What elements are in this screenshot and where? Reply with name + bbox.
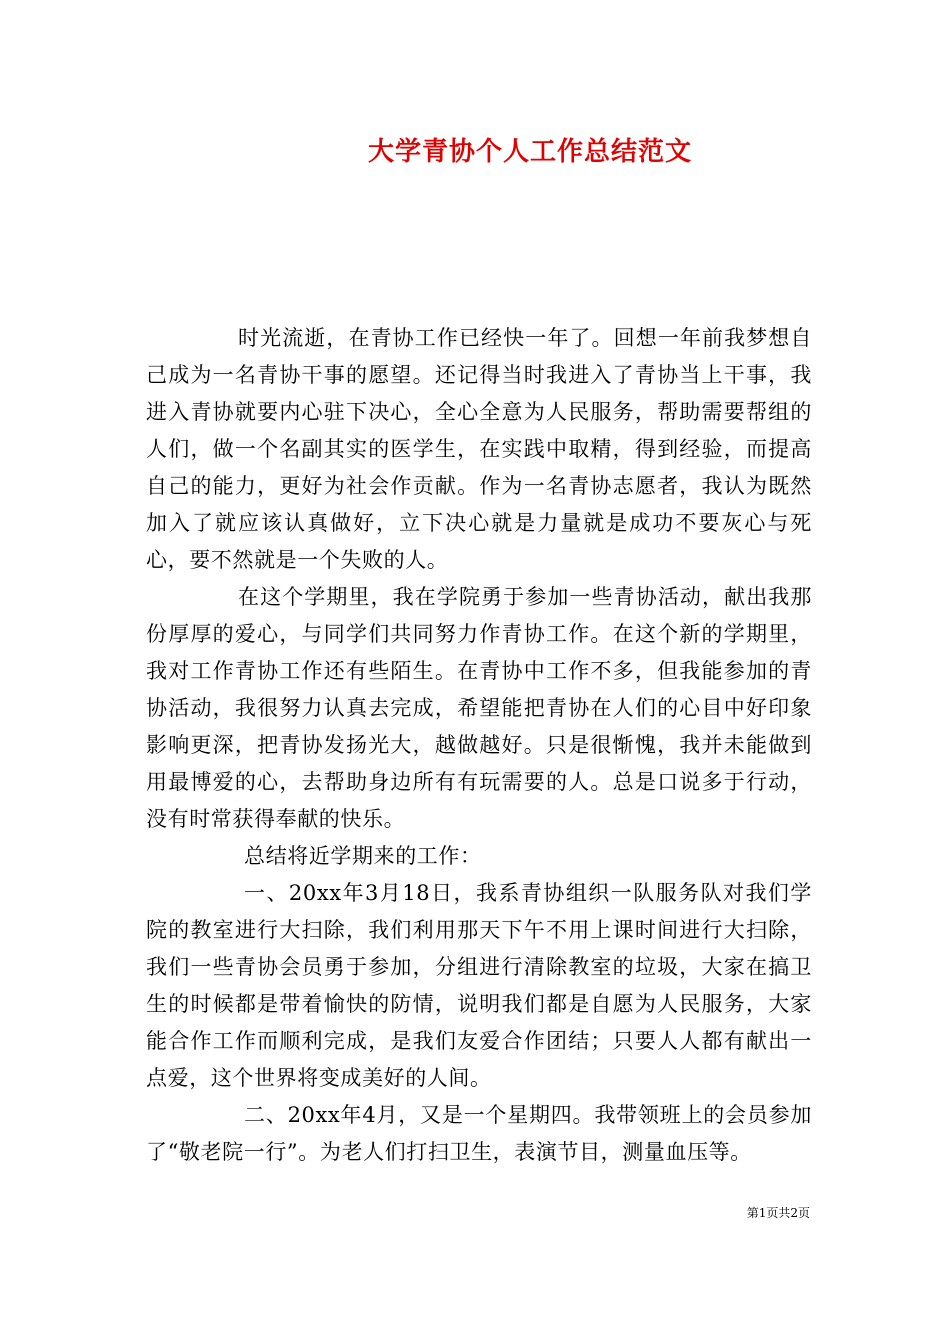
page-number: 第1页共2页 (746, 1206, 810, 1220)
paragraph-item-one: 一、20xx年3月18日，我系青协组织一队服务队对我们学院的教室进行大扫除，我们利用那天下午不用上课时间进行大扫除，我们一些青协会员勇于参加，分组进行清除教室的垃圾，大家在搞卫生的时候都是带着愉快的防情，说明我们都是自愿为人民服务，大家能合作工作而顺利完成，是我们友爱合作团结；只要人人都有献出一点爱，这个世界将变成美好的人间。 (146, 881, 812, 1090)
document-title: 大学青协个人工作总结范文 (367, 137, 692, 167)
document-body (146, 320, 812, 1171)
paragraph-summary-heading: 总结将近学期来的工作： (244, 844, 482, 868)
paragraph-item-two: 二、20xx年4月，又是一个星期四。我带领班上的会员参加了“敬老院一行”。为老人们打扫卫生，表演节目，测量血压等。 (146, 1103, 812, 1164)
paragraph-semester: 在这个学期里，我在学院勇于参加一些青协活动，献出我那份厚厚的爱心，与同学们共同努力作青协工作。在这个新的学期里，我对工作青协工作还有些陌生。在青协中工作不多，但我能参加的青协活动，我很努力认真去完成，希望能把青协在人们的心目中好印象影响更深，把青协发扬光大，越做越好。只是很惭愧，我并未能做到用最博爱的心，去帮助身边所有有玩需要的人。总是口说多于行动，没有时常获得奉献的快乐。 (146, 585, 812, 831)
paragraph-intro: 时光流逝，在青协工作已经快一年了。回想一年前我梦想自己成为一名青协干事的愿望。还记得当时我进入了青协当上干事，我进入青协就要内心驻下决心，全心全意为人民服务，帮助需要帮组的人们，做一个名副其实的医学生，在实践中取精，得到经验，而提高自己的能力，更好为社会作贡献。作为一名青协志愿者，我认为既然加入了就应该认真做好，立下决心就是力量就是成功不要灰心与死心，要不然就是一个失败的人。 (146, 326, 812, 572)
